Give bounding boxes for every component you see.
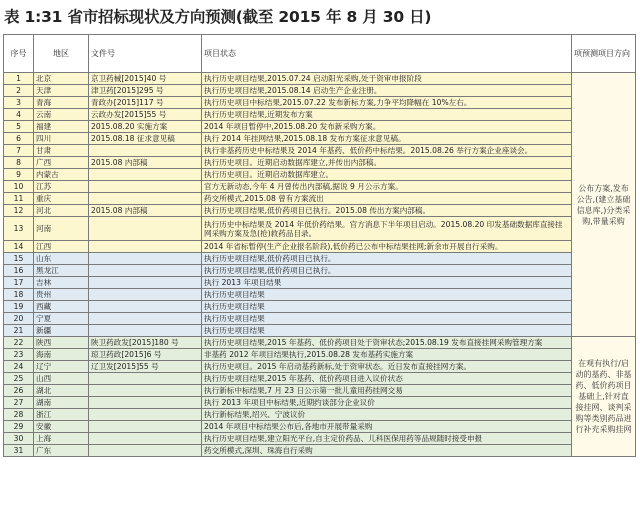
row-document: 2015.08.18 征求意见稿 — [89, 133, 202, 145]
row-region: 吉林 — [34, 277, 89, 289]
table-row — [4, 421, 636, 433]
row-status: 官方无新动态,今年 4 月曾传出内部稿,据说 9 月公示方案。 — [202, 181, 572, 193]
row-number: 15 — [4, 253, 34, 265]
row-document — [89, 301, 202, 313]
row-document — [89, 397, 202, 409]
row-number: 27 — [4, 397, 34, 409]
row-status: 执行历史项目。近期启动数据库建立,并传出内部稿。 — [202, 157, 572, 169]
row-number: 23 — [4, 349, 34, 361]
table-row — [4, 265, 636, 277]
row-status: 2014 年省标暂停(生产企业报名阶段),低价药已公布中标结果挂网;新余市开展自行采购。 — [202, 241, 572, 253]
row-status: 执行历史项目。近期启动数据库建立。 — [202, 169, 572, 181]
row-region: 四川 — [34, 133, 89, 145]
row-region: 西藏 — [34, 301, 89, 313]
row-number: 31 — [4, 445, 34, 457]
row-number: 14 — [4, 241, 34, 253]
row-status: 执行历史中标结果及 2014 年低价药结果。官方消息下半年项目启动。2015.08.20 印发基础数据库直接挂网采购方案及急(抢)救药品目录。 — [202, 217, 572, 241]
table-row — [4, 385, 636, 397]
row-number: 7 — [4, 145, 34, 157]
row-status: 执行历史项目结果,低价药项目已执行。2015.08 传出方案内部稿。 — [202, 205, 572, 217]
row-region: 上海 — [34, 433, 89, 445]
row-region: 黑龙江 — [34, 265, 89, 277]
table-row — [4, 145, 636, 157]
table-row — [4, 325, 636, 337]
row-document — [89, 217, 202, 241]
row-status: 执行 2013 年项目结果 — [202, 277, 572, 289]
row-status: 执行历史项目中标结果,2015.07.22 发布新标方案,力争平均降幅在 10%左右。 — [202, 97, 572, 109]
row-document — [89, 373, 202, 385]
row-region: 陕西 — [34, 337, 89, 349]
table-row — [4, 337, 636, 349]
row-region: 青海 — [34, 97, 89, 109]
row-number: 11 — [4, 193, 34, 205]
row-document — [89, 169, 202, 181]
row-region: 河南 — [34, 217, 89, 241]
row-status: 执行历史项目结果 — [202, 301, 572, 313]
row-number: 9 — [4, 169, 34, 181]
row-number: 22 — [4, 337, 34, 349]
row-status: 执行历史项目结果 — [202, 325, 572, 337]
row-number: 4 — [4, 109, 34, 121]
row-number: 6 — [4, 133, 34, 145]
row-document: 津卫药[2015]295 号 — [89, 85, 202, 97]
row-number: 26 — [4, 385, 34, 397]
row-region: 海南 — [34, 349, 89, 361]
table-row — [4, 445, 636, 457]
table-row — [4, 205, 636, 217]
row-status: 执行 2013 年项目中标结果,近期约谈部分企业议价 — [202, 397, 572, 409]
row-number: 21 — [4, 325, 34, 337]
row-document: 青政办[2015]117 号 — [89, 97, 202, 109]
row-status: 药交所模式,2015.08 曾有方案流出 — [202, 193, 572, 205]
row-region: 福建 — [34, 121, 89, 133]
table-row — [4, 157, 636, 169]
table-body — [4, 73, 636, 457]
row-document — [89, 289, 202, 301]
table-row — [4, 169, 636, 181]
row-status: 执行历史项目结果,低价药项目已执行。 — [202, 253, 572, 265]
table-row — [4, 301, 636, 313]
row-number: 10 — [4, 181, 34, 193]
table-row — [4, 277, 636, 289]
row-document — [89, 265, 202, 277]
row-status: 执行历史项目结果,2015 年基药、低价药项目处于资审状态;2015.08.19 发布直接挂网采购管理方案 — [202, 337, 572, 349]
table-row — [4, 397, 636, 409]
header-region: 地区 — [34, 35, 89, 73]
row-status: 执行历史项目结果,2015.07.24 启动阳光采购,处于资审申报阶段 — [202, 73, 572, 85]
row-number: 8 — [4, 157, 34, 169]
row-number: 3 — [4, 97, 34, 109]
header-status: 项目状态 — [202, 35, 572, 73]
row-status: 执行非基药历史中标结果及 2014 年基药、低价药中标结果。2015.08.26 举行方案企业座谈会。 — [202, 145, 572, 157]
table-row — [4, 97, 636, 109]
row-region: 北京 — [34, 73, 89, 85]
row-status: 执行历史项目结果,建立阳光平台,自主定价药品、儿科医保用药等品规随时接受申报 — [202, 433, 572, 445]
row-status: 执行历史项目结果,2015 年基药、低价药项目进入议价状态 — [202, 373, 572, 385]
table-row — [4, 361, 636, 373]
row-document — [89, 241, 202, 253]
row-document — [89, 193, 202, 205]
row-status: 执行历史项目结果,低价药项目已执行。 — [202, 265, 572, 277]
row-region: 山西 — [34, 373, 89, 385]
table-row — [4, 109, 636, 121]
header-no: 序号 — [4, 35, 34, 73]
row-number: 29 — [4, 421, 34, 433]
row-document: 云政办发[2015]55 号 — [89, 109, 202, 121]
row-region: 江西 — [34, 241, 89, 253]
row-number: 24 — [4, 361, 34, 373]
table-row — [4, 373, 636, 385]
row-status: 2014 年项目暂停中,2015.08.20 发布新采购方案。 — [202, 121, 572, 133]
row-region: 重庆 — [34, 193, 89, 205]
table-row — [4, 409, 636, 421]
table-row — [4, 217, 636, 241]
table-title: 表 1:31 省市招标现状及方向预测(截至 2015 年 8 月 30 日) — [4, 8, 432, 26]
header-doc: 文件号 — [89, 35, 202, 73]
row-region: 云南 — [34, 109, 89, 121]
tender-status-table — [3, 34, 636, 457]
row-region: 河北 — [34, 205, 89, 217]
row-region: 湖南 — [34, 397, 89, 409]
row-region: 浙江 — [34, 409, 89, 421]
row-document: 2015.08.20 实施方案 — [89, 121, 202, 133]
table-row — [4, 73, 636, 85]
row-document — [89, 313, 202, 325]
table-row — [4, 289, 636, 301]
table-row — [4, 253, 636, 265]
row-document: 陕卫药政发[2015]180 号 — [89, 337, 202, 349]
header-row — [4, 35, 636, 73]
row-number: 13 — [4, 217, 34, 241]
row-number: 17 — [4, 277, 34, 289]
row-document — [89, 445, 202, 457]
table-row — [4, 121, 636, 133]
row-region: 广西 — [34, 157, 89, 169]
row-status: 2014 年项目中标结果公布后,各地市开展带量采购 — [202, 421, 572, 433]
row-document: 琼卫药政[2015]6 号 — [89, 349, 202, 361]
row-number: 19 — [4, 301, 34, 313]
row-number: 1 — [4, 73, 34, 85]
row-status: 药交所模式,深圳、珠海自行采购 — [202, 445, 572, 457]
row-document — [89, 181, 202, 193]
row-status: 执行新标中标结果,7 月 23 日公示第一批儿童用药挂网交易 — [202, 385, 572, 397]
row-number: 5 — [4, 121, 34, 133]
table-row — [4, 133, 636, 145]
row-status: 执行历史项目结果 — [202, 289, 572, 301]
row-document: 2015.08 内部稿 — [89, 157, 202, 169]
row-document — [89, 433, 202, 445]
table-row — [4, 181, 636, 193]
row-number: 16 — [4, 265, 34, 277]
row-region: 湖北 — [34, 385, 89, 397]
row-region: 内蒙古 — [34, 169, 89, 181]
row-document — [89, 409, 202, 421]
row-number: 2 — [4, 85, 34, 97]
row-document — [89, 325, 202, 337]
table-row — [4, 349, 636, 361]
row-region: 宁夏 — [34, 313, 89, 325]
row-document: 2015.08 内部稿 — [89, 205, 202, 217]
row-region: 甘肃 — [34, 145, 89, 157]
row-region: 新疆 — [34, 325, 89, 337]
row-region: 江苏 — [34, 181, 89, 193]
row-number: 20 — [4, 313, 34, 325]
row-document — [89, 385, 202, 397]
table-row — [4, 193, 636, 205]
row-status: 执行历史项目结果,近期发布方案 — [202, 109, 572, 121]
row-document — [89, 421, 202, 433]
row-region: 山东 — [34, 253, 89, 265]
table-row — [4, 85, 636, 97]
row-region: 广东 — [34, 445, 89, 457]
row-number: 25 — [4, 373, 34, 385]
row-document: 京卫药械[2015]40 号 — [89, 73, 202, 85]
row-status: 执行新标结果,绍兴、宁波议价 — [202, 409, 572, 421]
row-document — [89, 253, 202, 265]
row-region: 辽宁 — [34, 361, 89, 373]
forecast-note-group-2: 在观有执行/启动的基药、非基药、低价药项目基础上,针对直接挂网、谈判采购等类别药品进行补充采购挂网 — [572, 337, 636, 457]
row-region: 贵州 — [34, 289, 89, 301]
row-document — [89, 277, 202, 289]
row-region: 天津 — [34, 85, 89, 97]
table-row — [4, 433, 636, 445]
row-document: 辽卫发[2015]55 号 — [89, 361, 202, 373]
table-row — [4, 313, 636, 325]
row-number: 30 — [4, 433, 34, 445]
table-row — [4, 241, 636, 253]
row-status: 执行历史项目结果 — [202, 313, 572, 325]
row-number: 28 — [4, 409, 34, 421]
row-status: 执行历史项目结果,2015.08.14 启动生产企业注册。 — [202, 85, 572, 97]
row-status: 执行历史项目。2015 年启动基药新标,处于资审状态。近日发布直接挂网方案。 — [202, 361, 572, 373]
row-status: 非基药 2012 年项目结果执行,2015.08.28 发布基药实施方案 — [202, 349, 572, 361]
row-number: 12 — [4, 205, 34, 217]
row-status: 执行 2014 年挂网结果,2015.08.18 发布方案征求意见稿。 — [202, 133, 572, 145]
header-forecast: 项预测项目方向 — [572, 35, 636, 73]
row-region: 安徽 — [34, 421, 89, 433]
forecast-note-group-1: 公布方案,发布公告,(建立基础信息库,)分类采购,带量采购 — [572, 73, 636, 337]
row-document — [89, 145, 202, 157]
row-number: 18 — [4, 289, 34, 301]
